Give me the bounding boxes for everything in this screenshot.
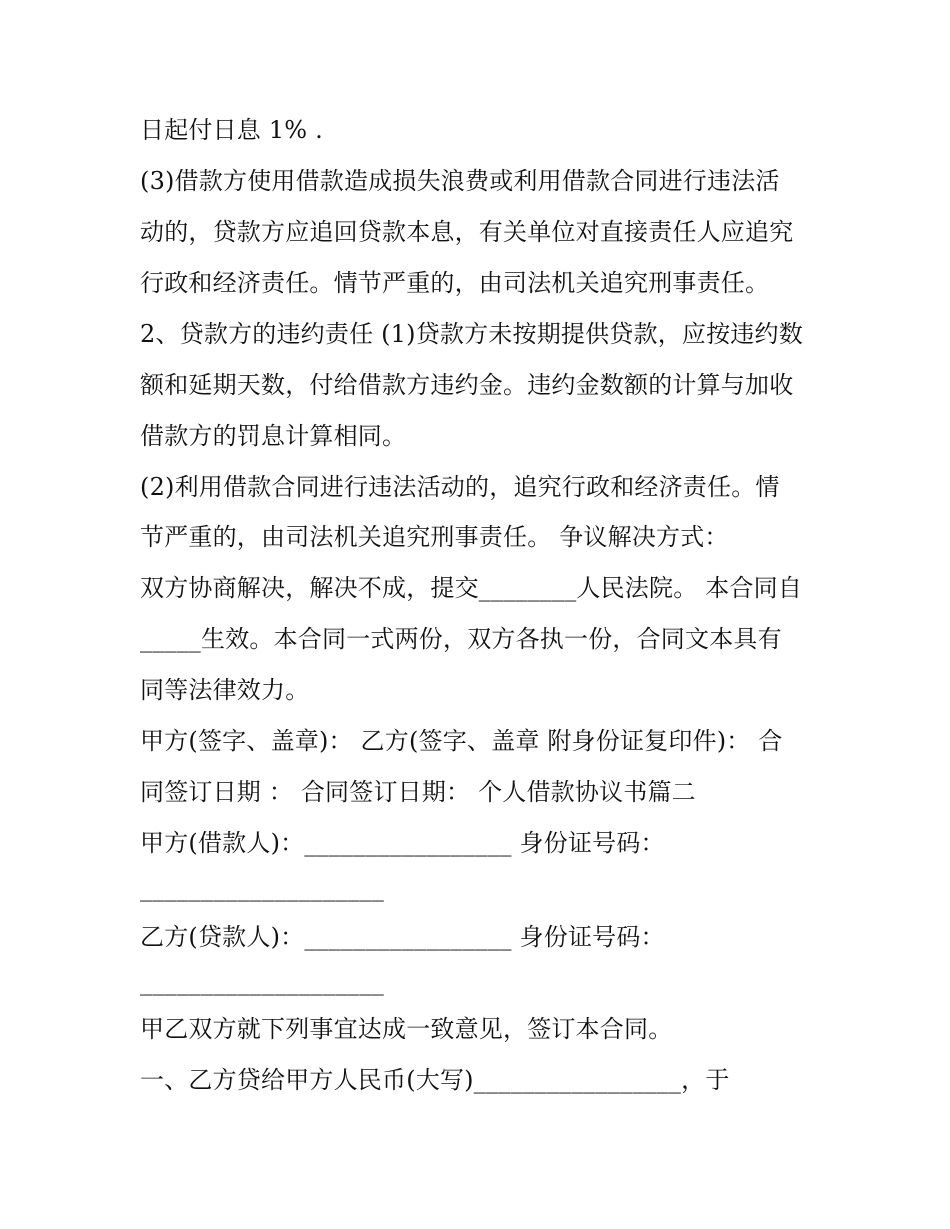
text-line: _____生效。本合同一式两份，双方各执一份，合同文本具有	[140, 625, 782, 653]
text-line: 额和延期天数，付给借款方违约金。违约金数额的计算与加收	[140, 371, 794, 399]
text-line: 双方协商解决，解决不成，提交________人民法院。 本合同自	[140, 574, 803, 602]
text-line: 2、贷款方的违约责任 (1)贷款方未按期提供贷款，应按违约数	[140, 320, 803, 348]
signature-blank-line: ____________________	[140, 968, 384, 996]
text-line: 日起付日息 1% .	[140, 116, 323, 144]
text-line: 同签订日期 ： 合同签订日期： 个人借款协议书篇二	[140, 778, 696, 806]
signature-blank-line: ____________________	[140, 874, 384, 902]
text-line: 动的，贷款方应追回贷款本息，有关单位对直接责任人应追究	[140, 218, 794, 246]
text-line: 甲方(签字、盖章)： 乙方(签字、盖章 附身份证复印件)： 合	[140, 727, 783, 755]
text-line: 借款方的罚息计算相同。	[140, 422, 407, 450]
text-line: 甲乙双方就下列事宜达成一致意见，签订本合同。	[140, 1015, 673, 1043]
text-line: 行政和经济责任。情节严重的，由司法机关追究刑事责任。	[140, 269, 770, 297]
text-line: 同等法律效力。	[140, 676, 310, 704]
text-line: 甲方(借款人)：_________________ 身份证号码：	[140, 829, 665, 857]
text-line: 一、乙方贷给甲方人民币(大写)_________________，于	[140, 1066, 730, 1094]
text-line: 节严重的，由司法机关追究刑事责任。 争议解决方式：	[140, 523, 729, 551]
text-line: (3)借款方使用借款造成损失浪费或利用借款合同进行违法活	[140, 167, 780, 195]
text-line: (2)利用借款合同进行违法活动的，追究行政和经济责任。情	[140, 473, 780, 501]
text-line: 乙方(贷款人)：_________________ 身份证号码：	[140, 923, 665, 951]
